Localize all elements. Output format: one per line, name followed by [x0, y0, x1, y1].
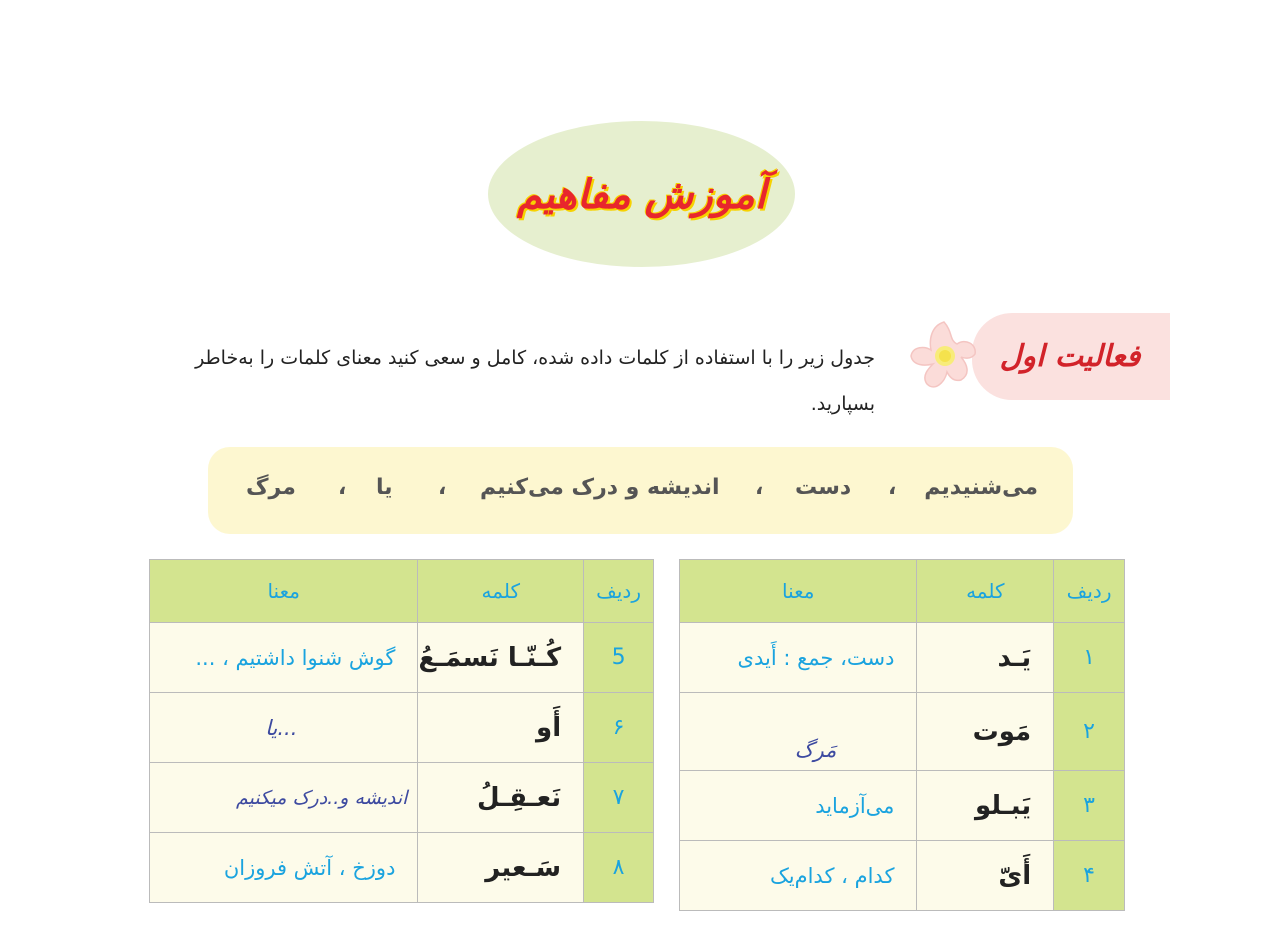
- vocab-table-left: [149, 559, 654, 903]
- header-word: کلمه: [917, 560, 1054, 623]
- word-bank-item: دست: [795, 475, 852, 500]
- row-word: نَعـقِـلُ: [418, 763, 584, 833]
- row-meaning: کدام ، کدام‌یک: [680, 841, 917, 911]
- row-number: ۸: [584, 833, 654, 903]
- word-bank-item: اندیشه و درک می‌کنیم: [480, 475, 720, 500]
- table-header-row: [680, 560, 1125, 623]
- row-number: ۲: [1054, 693, 1125, 771]
- word-bank-separator: ،: [888, 475, 897, 500]
- word-bank-separator: ،: [338, 475, 347, 500]
- row-meaning: اندیشه و..درک میکنیم: [150, 763, 418, 833]
- table-header-row: [150, 560, 654, 623]
- header-meaning: معنا: [680, 560, 917, 623]
- row-meaning: می‌آزماید: [680, 771, 917, 841]
- row-number: ۷: [584, 763, 654, 833]
- table-row: [150, 763, 654, 833]
- row-word: مَوت: [917, 693, 1054, 771]
- header-row-number: ردیف: [1054, 560, 1125, 623]
- row-meaning: مَرگ: [680, 693, 917, 771]
- activity-label: فعالیت اول: [999, 339, 1141, 374]
- row-meaning: دست، جمع : أَیدی: [680, 623, 917, 693]
- table-row: [680, 693, 1125, 771]
- header-meaning: معنا: [150, 560, 418, 623]
- table-row: [150, 693, 654, 763]
- table-row: [150, 623, 654, 693]
- table-row: [150, 833, 654, 903]
- row-word: یَبـلو: [917, 771, 1054, 841]
- flower-icon: [905, 318, 983, 396]
- row-meaning: ...یا: [150, 693, 418, 763]
- row-word: أَو: [418, 693, 584, 763]
- row-number: 5: [584, 623, 654, 693]
- row-number: ۱: [1054, 623, 1125, 693]
- word-bank-item: یا: [376, 475, 393, 500]
- row-number: ۴: [1054, 841, 1125, 911]
- row-number: ۶: [584, 693, 654, 763]
- row-meaning: گوش شنوا داشتیم ، ...: [150, 623, 418, 693]
- header-word: کلمه: [418, 560, 584, 623]
- header-row-number: ردیف: [584, 560, 654, 623]
- row-word: یَـد: [917, 623, 1054, 693]
- instruction-text: جدول زیر را با استفاده از کلمات داده شده، کامل و سعی کنید معنای کلمات را به‌خاطر بسپارید.: [195, 347, 875, 415]
- word-bank-separator: ،: [755, 475, 764, 500]
- row-word: سَـعیر: [418, 833, 584, 903]
- word-bank-item: مرگ: [246, 475, 296, 500]
- table-row: [680, 841, 1125, 911]
- row-meaning: دوزخ ، آتش فروزان: [150, 833, 418, 903]
- table-row: [680, 771, 1125, 841]
- row-word: کُـنّـا نَسمَـعُ: [418, 623, 584, 693]
- row-number: ۳: [1054, 771, 1125, 841]
- word-bank-separator: ،: [438, 475, 447, 500]
- vocab-table-right: [679, 559, 1125, 911]
- table-row: [680, 623, 1125, 693]
- word-bank-item: می‌شنیدیم: [924, 475, 1038, 500]
- row-word: أَیّ: [917, 841, 1054, 911]
- page-title: آموزش مفاهیم: [517, 170, 766, 218]
